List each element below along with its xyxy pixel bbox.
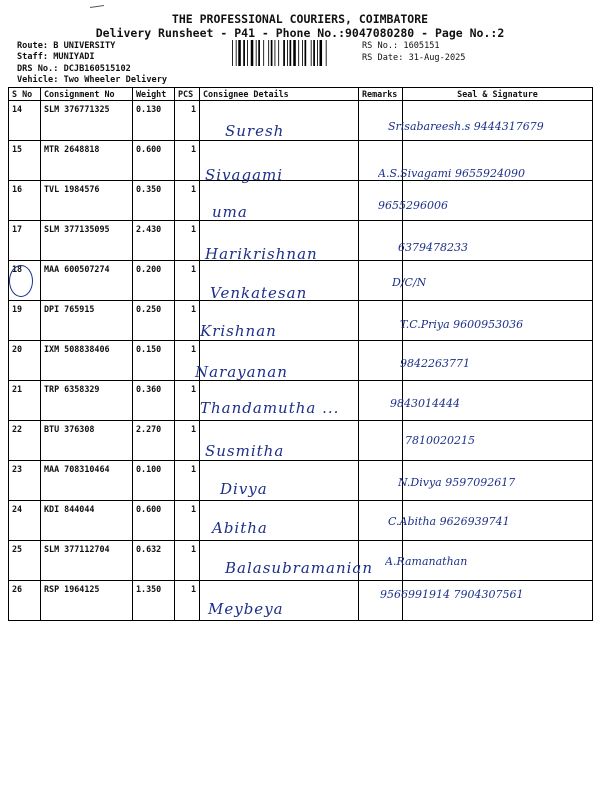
row-remarks [359, 421, 403, 461]
seal-signature-entry: C.Abitha 9626939741 [388, 515, 510, 528]
row-consignment-no: IXM 508838406 [41, 341, 133, 381]
row-weight: 2.430 [133, 221, 175, 261]
row-remarks [359, 301, 403, 341]
row-remarks [359, 461, 403, 501]
row-sno: 16 [9, 181, 41, 221]
row-remarks [359, 221, 403, 261]
consignee-signature: Abitha [212, 519, 268, 537]
col-seal: Seal & Signature [403, 88, 593, 101]
runsheet-title: Delivery Runsheet - P41 - Phone No.:9047080280 - Page No.:2 [95, 26, 505, 40]
route-label: Route: B UNIVERSITY [17, 41, 116, 51]
row-consignment-no: BTU 376308 [41, 421, 133, 461]
seal-signature-entry: 9655296006 [378, 199, 448, 212]
consignee-signature: Venkatesan [210, 284, 308, 302]
seal-signature-entry: A.Ramanathan [385, 554, 468, 568]
table-row [9, 421, 593, 461]
drs-number: DRS No.: DCJB160515102 [17, 64, 131, 74]
col-weight: Weight [133, 88, 175, 101]
row-pcs: 1 [175, 541, 200, 581]
row-weight: 0.250 [133, 301, 175, 341]
seal-signature-entry: N.Divya 9597092617 [398, 475, 516, 489]
barcode-image [232, 40, 357, 66]
seal-signature-entry: T.C.Priya 9600953036 [400, 317, 524, 331]
row-consignment-no: SLM 376771325 [41, 101, 133, 141]
row-pcs: 1 [175, 581, 200, 621]
seal-signature-entry: A.S.Sivagami 9655924090 [378, 166, 525, 180]
row-weight: 0.600 [133, 501, 175, 541]
row-sno: 26 [9, 581, 41, 621]
row-weight: 2.270 [133, 421, 175, 461]
row-sno: 14 [9, 101, 41, 141]
row-sno: 24 [9, 501, 41, 541]
row-consignment-no: SLM 377135095 [41, 221, 133, 261]
row-sno: 20 [9, 341, 41, 381]
row-pcs: 1 [175, 501, 200, 541]
row-pcs: 1 [175, 381, 200, 421]
consignee-signature: Suresh [225, 122, 285, 140]
seal-signature-entry: 9843014444 [390, 396, 460, 410]
table-row [9, 181, 593, 221]
consignee-signature: Susmitha [205, 442, 285, 460]
row-consignment-no: MAA 600507274 [41, 261, 133, 301]
row-weight: 0.150 [133, 341, 175, 381]
consignee-signature: Meybeya [208, 600, 284, 618]
consignee-signature: Sivagami [205, 165, 284, 184]
table-header-row [9, 88, 593, 101]
row-18-circle-mark [9, 265, 33, 297]
row-consignment-no: TRP 6358329 [41, 381, 133, 421]
row-pcs: 1 [175, 181, 200, 221]
staff-label: Staff: MUNIYADI [17, 52, 95, 62]
consignee-signature: Narayanan [195, 363, 288, 381]
company-title: THE PROFESSIONAL COURIERS, COIMBATORE [171, 12, 429, 26]
row-sno: 18 [9, 261, 41, 301]
row-weight: 0.600 [133, 141, 175, 181]
row-pcs: 1 [175, 101, 200, 141]
seal-signature-entry: 6379478233 [398, 240, 468, 254]
row-consignment-no: SLM 377112704 [41, 541, 133, 581]
row-consignment-no: RSP 1964125 [41, 581, 133, 621]
row-sno: 21 [9, 381, 41, 421]
seal-signature-entry: D/C/N [392, 276, 427, 289]
col-consignment: Consignment No [41, 88, 133, 101]
rs-number: RS No.: 1605151 [362, 41, 440, 51]
row-pcs: 1 [175, 341, 200, 381]
rs-date: RS Date: 31-Aug-2025 [362, 53, 466, 63]
row-sno: 15 [9, 141, 41, 181]
row-weight: 0.350 [133, 181, 175, 221]
row-weight: 1.350 [133, 581, 175, 621]
consignee-signature: Krishnan [200, 321, 277, 340]
row-consignment-no: MTR 2648818 [41, 141, 133, 181]
consignee-signature: Divya [220, 479, 268, 498]
vehicle-label: Vehicle: Two Wheeler Delivery [17, 75, 168, 85]
col-remarks: Remarks [359, 88, 403, 101]
consignee-signature: Balasubramanian [225, 558, 374, 577]
seal-signature-entry: 7810020215 [405, 434, 475, 447]
row-remarks [359, 341, 403, 381]
seal-signature-entry: Srisabareesh.s 9444317679 [388, 120, 544, 133]
row-weight: 0.200 [133, 261, 175, 301]
row-sno: 19 [9, 301, 41, 341]
col-sno: S No [9, 88, 41, 101]
col-consignee: Consignee Details [200, 88, 359, 101]
row-weight: 0.130 [133, 101, 175, 141]
seal-signature-entry: 9566991914 7904307561 [380, 588, 524, 601]
row-sno: 22 [9, 421, 41, 461]
row-weight: 0.100 [133, 461, 175, 501]
row-sno: 23 [9, 461, 41, 501]
row-consignment-no: KDI 844044 [41, 501, 133, 541]
row-pcs: 1 [175, 221, 200, 261]
seal-signature-entry: 9842263771 [400, 357, 470, 370]
row-sno: 25 [9, 541, 41, 581]
row-pcs: 1 [175, 301, 200, 341]
table-row [9, 341, 593, 381]
row-seal-signature [403, 261, 593, 301]
row-consignment-no: TVL 1984576 [41, 181, 133, 221]
row-weight: 0.632 [133, 541, 175, 581]
consignee-signature: Thandamutha ... [200, 398, 340, 417]
col-pcs: PCS [175, 88, 200, 101]
pen-mark [90, 5, 104, 8]
row-pcs: 1 [175, 461, 200, 501]
row-weight: 0.360 [133, 381, 175, 421]
row-pcs: 1 [175, 421, 200, 461]
consignee-signature: uma [212, 203, 248, 221]
consignee-signature: Harikrishnan [205, 244, 318, 263]
row-sno: 17 [9, 221, 41, 261]
row-pcs: 1 [175, 261, 200, 301]
row-consignment-no: MAA 708310464 [41, 461, 133, 501]
row-pcs: 1 [175, 141, 200, 181]
row-consignment-no: DPI 765915 [41, 301, 133, 341]
